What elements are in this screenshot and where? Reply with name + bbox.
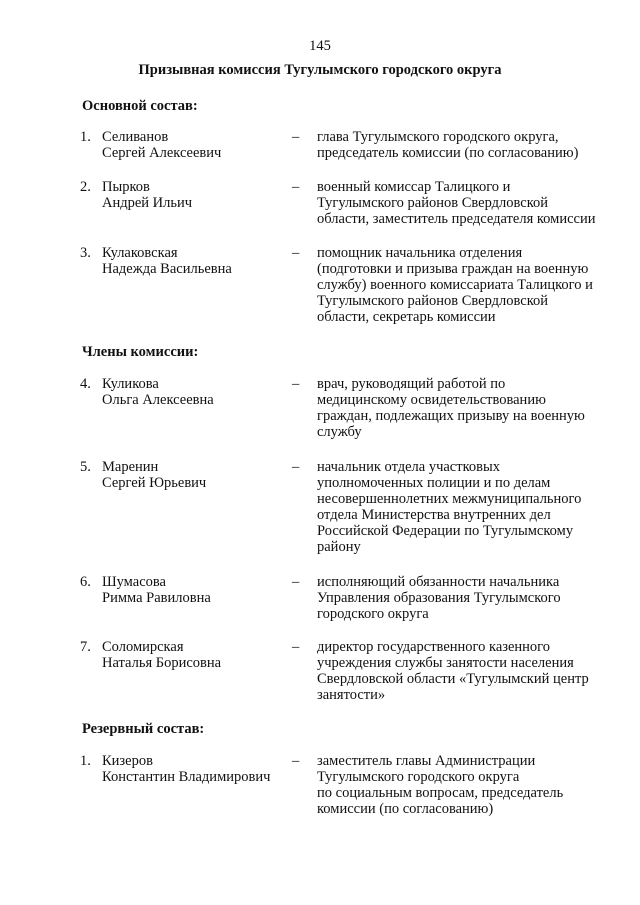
dash-separator: – bbox=[292, 459, 300, 475]
role-line: Тугулымского районов Свердловской bbox=[317, 195, 549, 211]
member-name bbox=[102, 753, 292, 785]
surname: Кулаковская bbox=[102, 245, 178, 261]
member-role bbox=[317, 376, 617, 440]
member-entry bbox=[80, 376, 620, 466]
member-name bbox=[102, 179, 292, 211]
given-names: Римма Равиловна bbox=[102, 590, 211, 606]
given-names: Константин Владимирович bbox=[102, 769, 271, 785]
member-entry bbox=[80, 639, 620, 729]
given-names: Ольга Алексеевна bbox=[102, 392, 214, 408]
role-line: Управления образования Тугулымского bbox=[317, 590, 561, 606]
dash-separator: – bbox=[292, 376, 300, 392]
member-name bbox=[102, 459, 292, 491]
member-role bbox=[317, 639, 617, 703]
role-line: (подготовки и призыва граждан на военную bbox=[317, 261, 589, 277]
dash-separator: – bbox=[292, 129, 300, 145]
member-name bbox=[102, 574, 292, 606]
role-line: Тугулымского городского округа bbox=[317, 769, 520, 785]
role-line: граждан, подлежащих призыву на военную bbox=[317, 408, 585, 424]
entry-number: 1. bbox=[80, 129, 91, 145]
role-line: директор государственного казенного bbox=[317, 639, 551, 655]
role-line: учреждения службы занятости населения bbox=[317, 655, 574, 671]
member-role bbox=[317, 459, 617, 555]
section-heading-main: Основной состав: bbox=[82, 98, 198, 114]
member-entry bbox=[80, 245, 620, 335]
member-role bbox=[317, 574, 617, 622]
surname: Селиванов bbox=[102, 129, 169, 145]
dash-separator: – bbox=[292, 639, 300, 655]
role-line: помощник начальника отделения bbox=[317, 245, 523, 261]
member-name bbox=[102, 129, 292, 161]
surname: Соломирская bbox=[102, 639, 184, 655]
member-role bbox=[317, 129, 617, 161]
given-names: Сергей Алексеевич bbox=[102, 145, 222, 161]
page-number: 145 bbox=[309, 38, 331, 54]
role-line: начальник отдела участковых bbox=[317, 459, 500, 475]
surname: Пырков bbox=[102, 179, 150, 195]
member-role bbox=[317, 753, 617, 817]
surname: Куликова bbox=[102, 376, 159, 392]
role-line: городского округа bbox=[317, 606, 429, 622]
role-line: несовершеннолетних межмуниципального bbox=[317, 491, 582, 507]
surname: Шумасова bbox=[102, 574, 166, 590]
member-role bbox=[317, 179, 617, 227]
entry-number: 3. bbox=[80, 245, 91, 261]
given-names: Наталья Борисовна bbox=[102, 655, 222, 671]
member-entry bbox=[80, 753, 620, 843]
member-name bbox=[102, 245, 292, 277]
role-line: заместитель главы Администрации bbox=[317, 753, 536, 769]
role-line: области, секретарь комиссии bbox=[317, 309, 496, 325]
role-line: военный комиссар Талицкого и bbox=[317, 179, 511, 195]
member-name bbox=[102, 376, 292, 408]
role-line: комиссии (по согласованию) bbox=[317, 801, 494, 817]
role-line: службу bbox=[317, 424, 362, 440]
section-heading-members: Члены комиссии: bbox=[82, 344, 199, 360]
dash-separator: – bbox=[292, 179, 300, 195]
surname: Кизеров bbox=[102, 753, 153, 769]
given-names: Андрей Ильич bbox=[102, 195, 193, 211]
role-line: Российской Федерации по Тугулымскому bbox=[317, 523, 574, 539]
role-line: области, заместитель председателя комиссии bbox=[317, 211, 596, 227]
entry-number: 5. bbox=[80, 459, 91, 475]
role-line: отдела Министерства внутренних дел bbox=[317, 507, 551, 523]
entry-number: 2. bbox=[80, 179, 91, 195]
member-role bbox=[317, 245, 617, 325]
role-line: глава Тугулымского городского округа, bbox=[317, 129, 559, 145]
section-heading-reserve: Резервный состав: bbox=[82, 721, 205, 737]
role-line: району bbox=[317, 539, 361, 555]
role-line: уполномоченных полиции и по делам bbox=[317, 475, 551, 491]
role-line: занятости» bbox=[317, 687, 386, 703]
member-name bbox=[102, 639, 292, 671]
role-line: врач, руководящий работой по bbox=[317, 376, 506, 392]
role-line: службу) военного комиссариата Талицкого и bbox=[317, 277, 593, 293]
dash-separator: – bbox=[292, 574, 300, 590]
member-entry bbox=[80, 459, 620, 555]
role-line: медицинскому освидетельствованию bbox=[317, 392, 546, 408]
entry-number: 1. bbox=[80, 753, 91, 769]
role-line: по социальным вопросам, председатель bbox=[317, 785, 564, 801]
entry-number: 6. bbox=[80, 574, 91, 590]
role-line: Свердловской области «Тугулымский центр bbox=[317, 671, 589, 687]
given-names: Сергей Юрьевич bbox=[102, 475, 207, 491]
surname: Маренин bbox=[102, 459, 159, 475]
entry-number: 4. bbox=[80, 376, 91, 392]
dash-separator: – bbox=[292, 245, 300, 261]
document-title: Призывная комиссия Тугулымского городского округа bbox=[138, 62, 502, 78]
role-line: исполняющий обязанности начальника bbox=[317, 574, 560, 590]
role-line: Тугулымского районов Свердловской bbox=[317, 293, 549, 309]
dash-separator: – bbox=[292, 753, 300, 769]
entry-number: 7. bbox=[80, 639, 91, 655]
given-names: Надежда Васильевна bbox=[102, 261, 232, 277]
role-line: председатель комиссии (по согласованию) bbox=[317, 145, 579, 161]
